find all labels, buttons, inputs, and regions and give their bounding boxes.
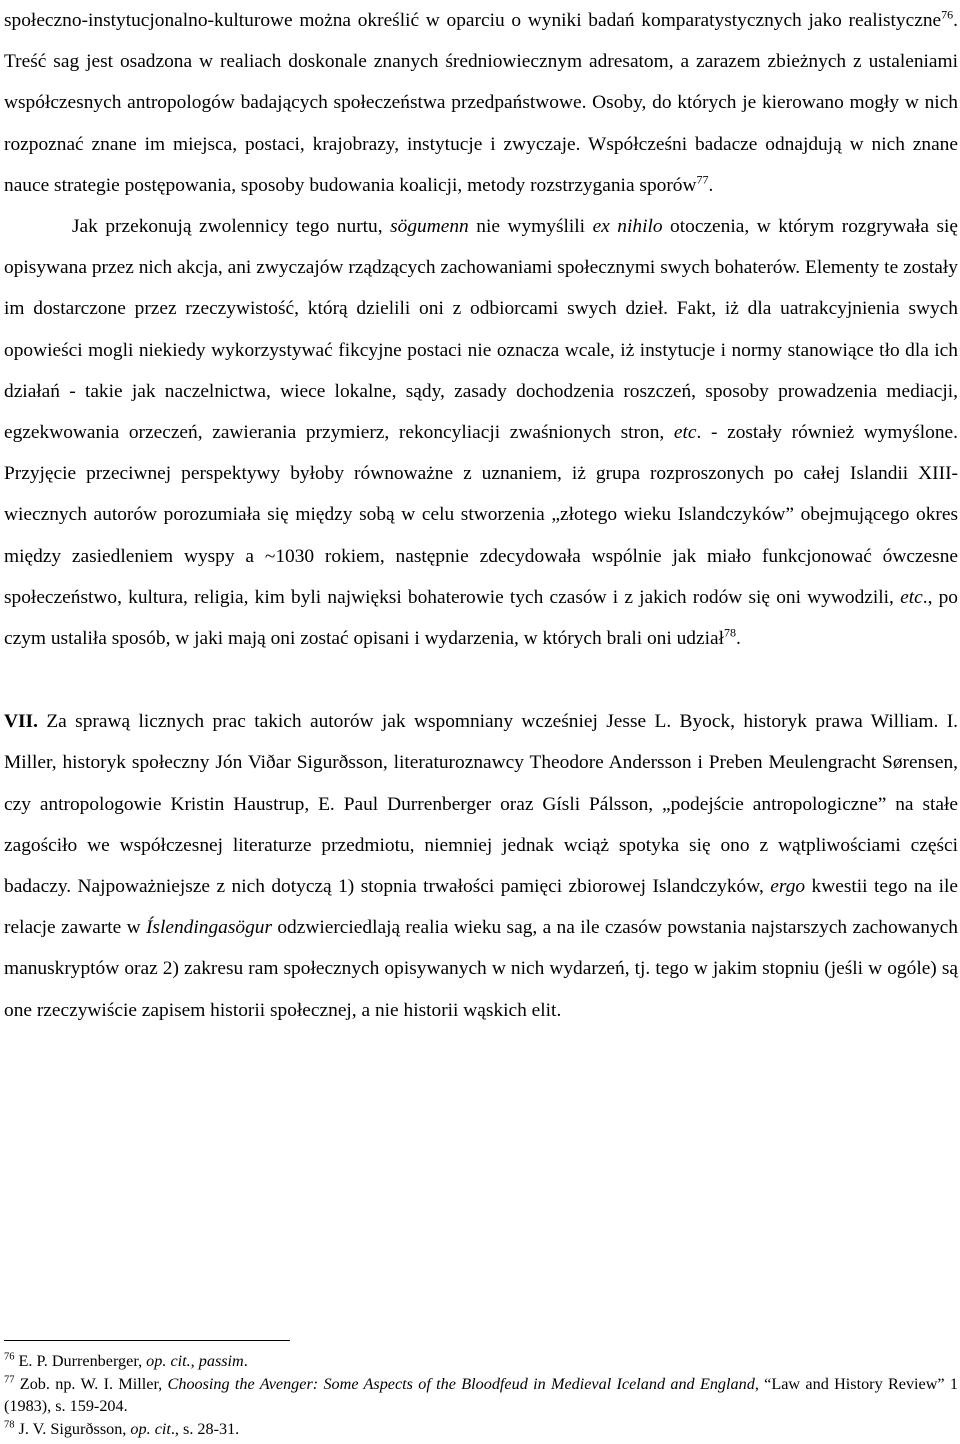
paragraph-1: społeczno-instytucjonalno-kulturowe można określić w oparciu o wyniki badań komparatystycznych jako realistyczne$^{76}$. Treść sag jest osadzona w realiach doskonale znanych średniowiecznym adresatom, a zarazem zbieżnych z ustaleniami współczesnych antropologów badających społeczeństwa przedpaństwowe. Osoby, do których je kierowano mogły w nich rozpoznać znane im miejsca, postaci, krajobrazy, instytucje i zwyczaje. Współcześni badacze odnajdują w nich znane nauce strategie postępowania, sposoby budowania koalicji, metody rozstrzygania sporów$^{77}$. bbox=[4, 7, 958, 196]
section-gap bbox=[4, 659, 958, 701]
section-numeral: VII. bbox=[4, 711, 38, 733]
footnotes bbox=[4, 1350, 958, 1440]
footnote-ref-77[interactable]: 77 bbox=[696, 172, 709, 187]
footnote-ref-76[interactable]: 76 bbox=[941, 7, 954, 22]
paragraph-2: Jak przekonują zwolennicy tego nurtu, sögumenn nie wymyślili ex nihilo otoczenia, w którym rozgrywała się opisywana przez nich akcja, ani zwyczajów rządzących zachowaniami społecznymi swych bohaterów. Elementy te zostały im dostarczone przez rzeczywistość, którą dzielili oni z odbiorcami swych dzieł. Fakt, iż dla uatrakcyjnienia swych opowieści mogli niekiedy wykorzystywać fikcyjne postaci nie oznacza wcale, iż instytucje i normy stanowiące tło dla ich działań - takie jak naczelnictwa, wiece lokalne, sądy, zasady dochodzenia roszczeń, sposoby prowadzenia mediacji, egzekwowania orzeczeń, zawierania przymierz, rekoncyliacji zwaśnionych stron, etc. - zostały również wymyślone. Przyjęcie przeciwnej perspektywy byłoby równoważne z uznaniem, iż grupa rozproszonych po całej Islandii XIII-wiecznych autorów porozumiała się między sobą w celu stworzenia „złotego wieku Islandczyków” obejmującego okres między zasiedleniem wyspy a ~1030 rokiem, następnie zdecydowała wspólnie jak miało funkcjonować ówczesne społeczeństwo, kultura, religia, kim byli najwięksi bohaterowie tych czasów i z jakich rodów się oni wywodzili, etc., po czym ustaliła sposób, w jaki mają oni zostać opisani i wydarzenia, w których brali oni udział$^{78}$. bbox=[4, 216, 959, 650]
document-page bbox=[4, 0, 959, 1438]
paragraph-3: VII. Za sprawą licznych prac takich autorów jak wspomniany wcześniej Jesse L. Byock, historyk prawa William. I. Miller, historyk społeczny Jón Viðar Sigurðsson, literaturoznawcy Theodore Andersson i Preben Meulengracht Sørensen, czy antropologowie Kristin Haustrup, E. Paul Durrenberger oraz Gísli Pálsson, „podejście antropologiczne” na stałe zagościło we współczesnej literaturze przedmiotu, niemniej jednak wciąż spotyka się ono z wątpliwościami części badaczy. Najpoważniejsze z nich dotyczą 1) stopnia trwałości pamięci zbiorowej Islandczyków, ergo kwestii tego na ile relacje zawarte w Íslendingasögur odzwierciedlają realia wieku sag, a na ile czasów powstania najstarszych zachowanych manuskryptów oraz 2) zakresu ram społecznych opisywanych w nich wydarzeń, tj. tego w jakim stopniu (jeśli w ogóle) są one rzeczywiście zapisem historii społecznej, a nie historii wąskich elit. bbox=[4, 711, 958, 1021]
footnote-76: $^{76}$ E. P. Durrenberger, op. cit., passim. bbox=[4, 1351, 248, 1370]
footnote-77: $^{77}$ Zob. np. W. I. Miller, Choosing the Avenger: Some Aspects of the Bloodfeud in Medieval Iceland and England, “Law and History Review” 1 (1983), s. 159-204. bbox=[4, 1374, 959, 1415]
footnote-separator bbox=[4, 1340, 290, 1341]
footnote-78: $^{78}$ J. V. Sigurðsson, op. cit., s. 28-31. bbox=[4, 1419, 240, 1438]
footnote-ref-78[interactable]: 78 bbox=[723, 625, 736, 640]
main-text bbox=[4, 0, 958, 1031]
